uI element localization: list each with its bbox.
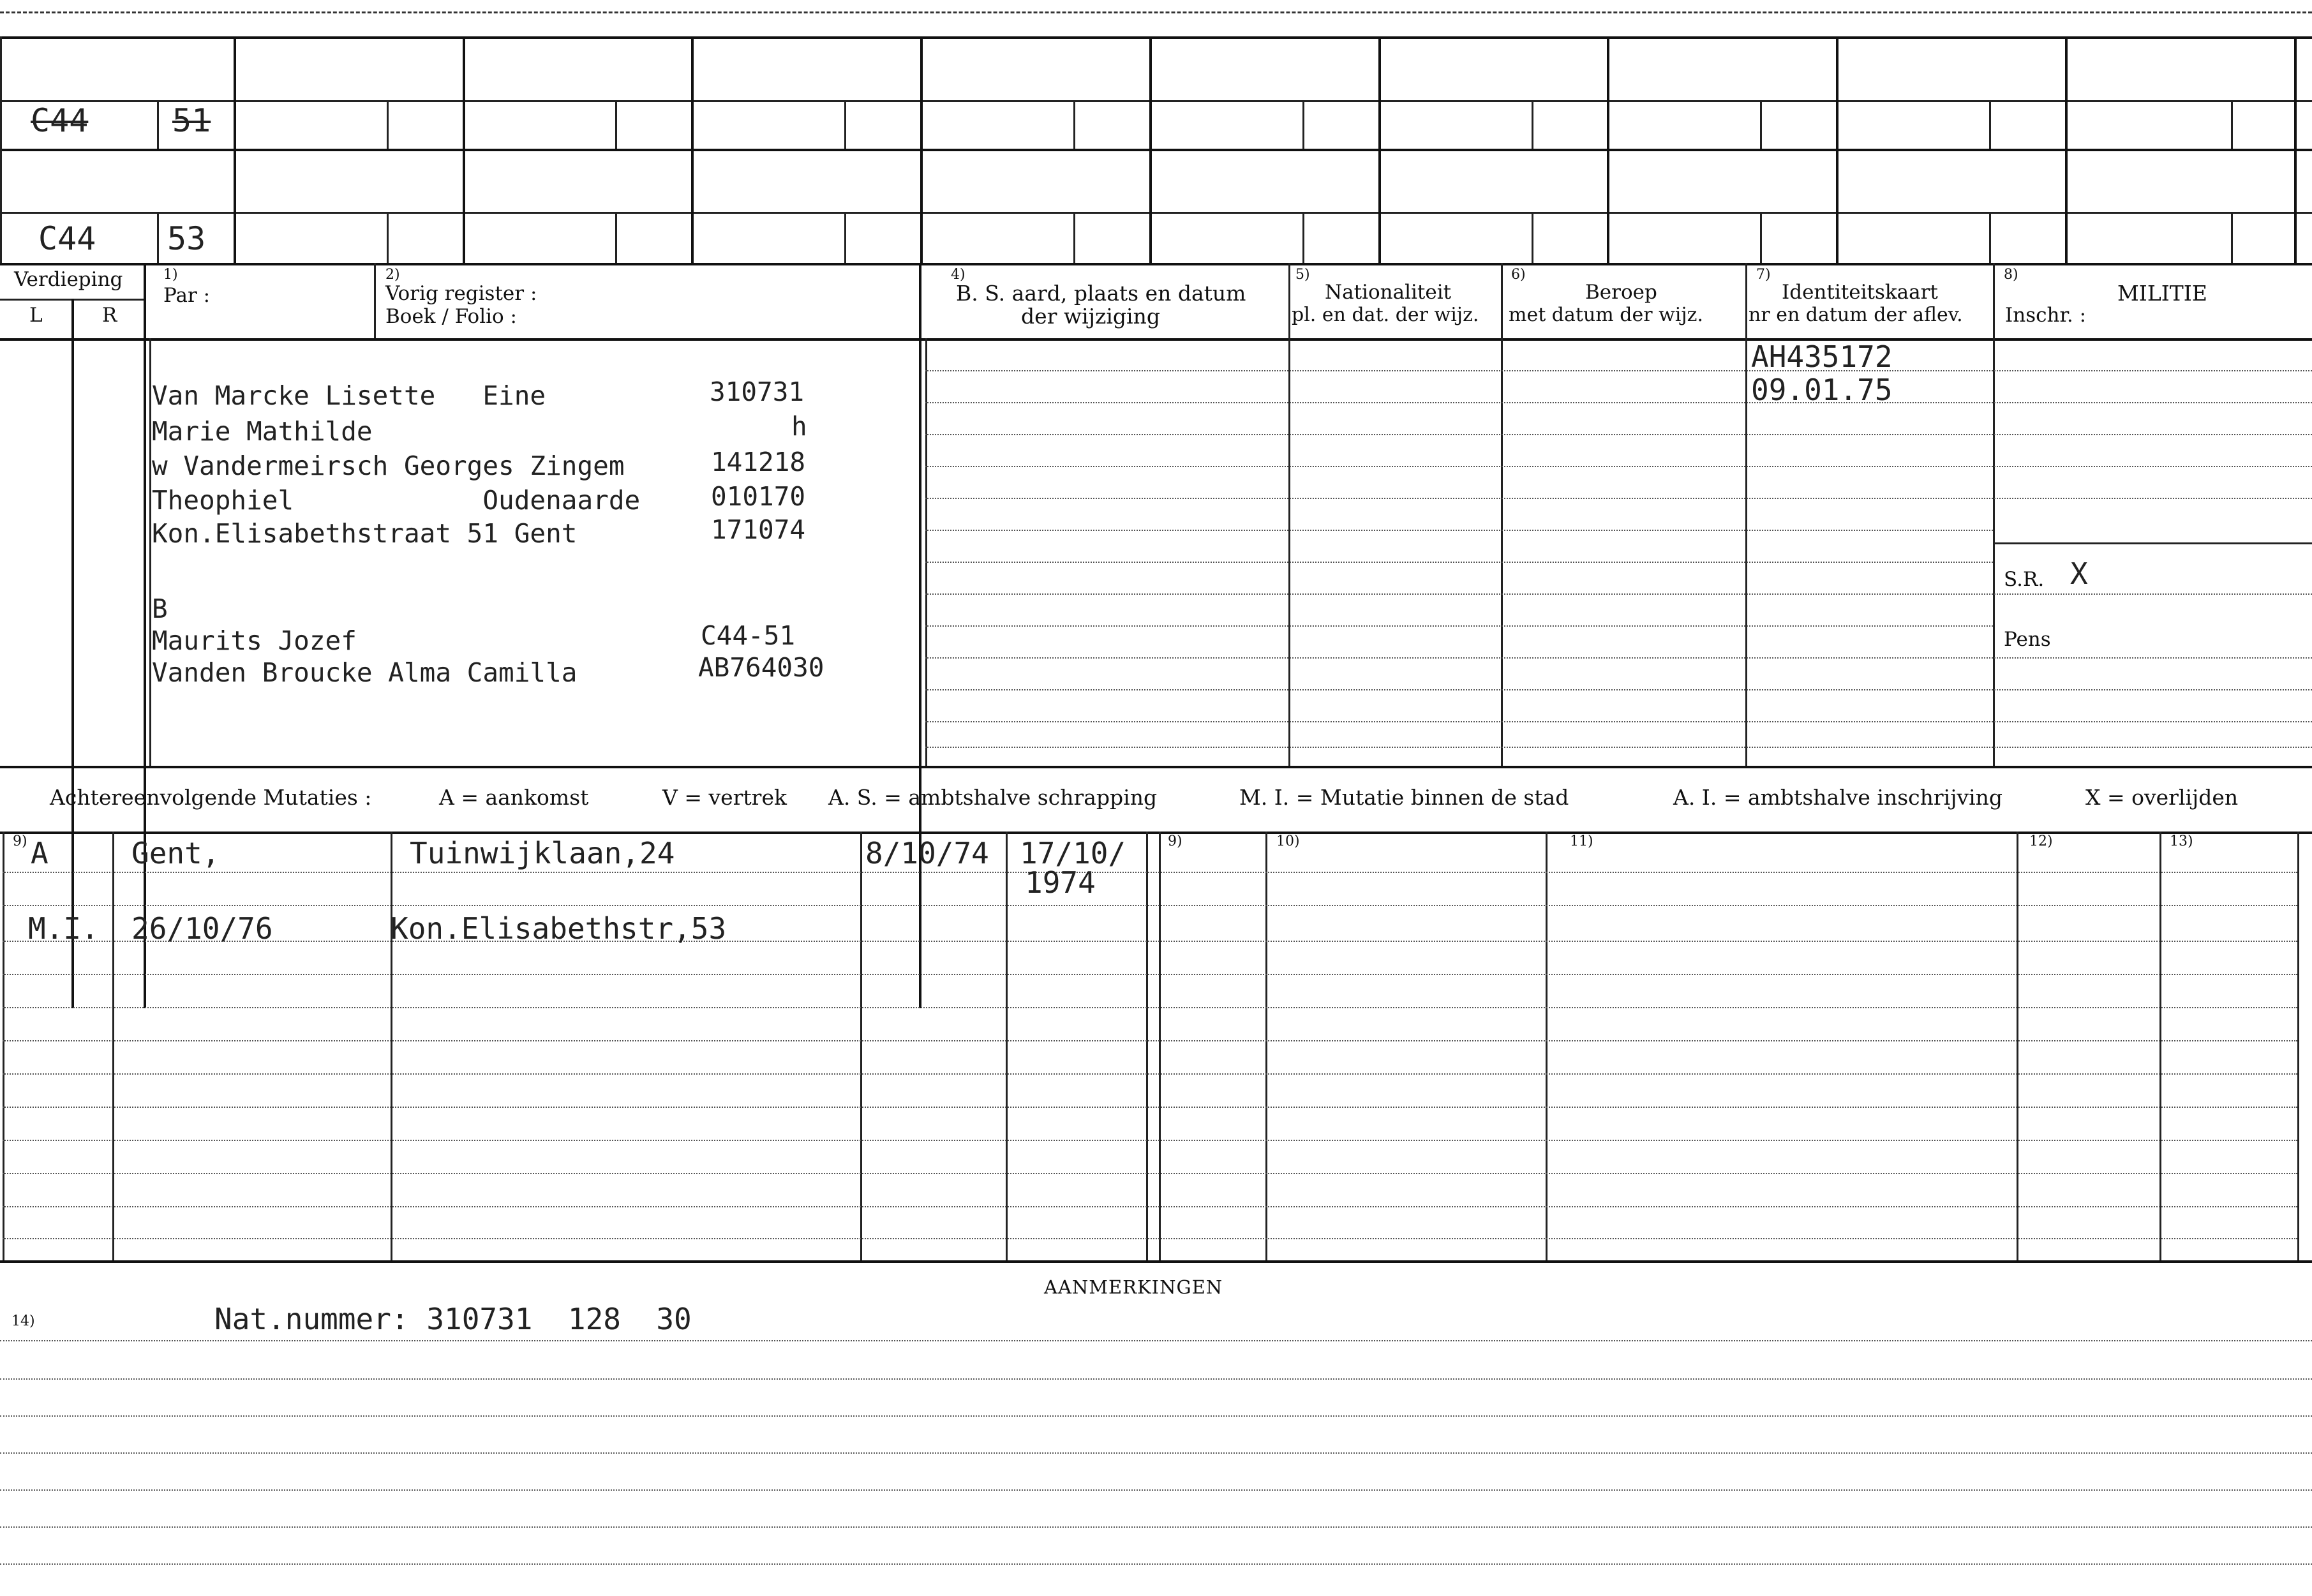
legend-ai: A. I. = ambtshalve inschrijving [1673,785,2003,810]
legend-v: V = vertrek [662,785,787,810]
person-value: C44-51 [701,620,796,651]
nationaliteit-label-2: pl. en dat. der wijz. [1292,304,1479,326]
col13-number: 13) [2170,833,2193,849]
person-line: Vanden Broucke Alma Camilla [152,657,578,688]
mutation-place: Gent, [131,836,220,870]
identity-card-date: 09.01.75 [1751,373,1893,407]
col8-number: 8) [2004,267,2018,283]
old-code: C44 [31,102,89,139]
sr-label: S.R. [2004,568,2045,591]
legend-title: Achtereenvolgende Mutaties : [50,785,372,810]
col4-number: 4) [951,267,966,283]
remarks-number: 14) [11,1313,35,1329]
person-value: 010170 [711,481,806,512]
col1-number: 1) [163,267,178,283]
scan-edge [0,11,2312,13]
boek-folio-label: Boek / Folio : [385,305,517,328]
person-line: w Vandermeirsch Georges Zingem [152,451,625,481]
identiteitskaart-label-2: nr en datum der aflev. [1749,304,1963,326]
mutation-type: M.I. [28,911,99,946]
col11-number: 11) [1570,833,1593,849]
beroep-label-2: met datum der wijz. [1509,304,1703,326]
national-number: Nat.nummer: 310731 128 30 [214,1302,692,1336]
col12-number: 12) [2029,833,2053,849]
mutation-type: A [31,836,48,870]
verdieping-label: Verdieping [14,268,123,291]
mutation-date: 8/10/74 [865,836,989,870]
person-line: Kon.Elisabethstraat 51 Gent [152,518,578,549]
person-line: B [152,593,168,624]
person-line: Van Marcke Lisette Eine [152,380,546,411]
beroep-label-1: Beroep [1585,281,1657,304]
col2-number: 2) [385,267,400,283]
person-value: AB764030 [698,652,824,683]
current-code: C44 [38,220,96,257]
current-number: 53 [167,220,206,257]
r-label: R [102,304,117,327]
l-label: L [29,304,43,327]
mutation-registration-year: 1974 [1025,865,1096,900]
person-line: Maurits Jozef [152,625,357,656]
militie-label: MILITIE [2117,281,2207,306]
bs-label-2: der wijziging [1021,304,1160,329]
col10-number: 10) [1276,833,1300,849]
sr-value: X [2070,556,2088,591]
mutation-address: Tuinwijklaan,24 [410,836,675,870]
legend-mi: M. I. = Mutatie binnen de stad [1239,785,1569,810]
legend-a: A = aankomst [439,785,589,810]
mutation-place: 26/10/76 [131,911,273,946]
person-value: h [791,411,807,442]
col9-number: 9) [1168,833,1182,849]
par-label: Par : [163,284,211,307]
remarks-title: AANMERKINGEN [1044,1276,1223,1298]
person-line: Marie Mathilde [152,416,373,447]
col6-number: 6) [1511,267,1526,283]
bs-label-1: B. S. aard, plaats en datum [956,281,1246,306]
identity-card-number: AH435172 [1751,339,1893,374]
legend-as: A. S. = ambtshalve schrapping [828,785,1158,810]
old-number: 51 [172,102,211,139]
person-value: 141218 [711,447,806,477]
person-value: 171074 [711,514,806,545]
person-line: Theophiel Oudenaarde [152,485,641,516]
identiteitskaart-label-1: Identiteitskaart [1782,281,1938,304]
col5-number: 5) [1295,267,1310,283]
inschr-label: Inschr. : [2005,304,2087,327]
mutation-address: Kon.Elisabethstr,53 [391,911,727,946]
nationaliteit-label-1: Nationaliteit [1325,281,1452,304]
legend-x: X = overlijden [2085,785,2239,810]
vorig-register-label: Vorig register : [385,282,537,305]
person-value: 310731 [710,377,805,407]
mutation-registration-date: 17/10/ [1020,836,1126,870]
col9-number-left: 9) [13,833,27,849]
col7-number: 7) [1756,267,1771,283]
pens-label: Pens [2004,628,2051,651]
